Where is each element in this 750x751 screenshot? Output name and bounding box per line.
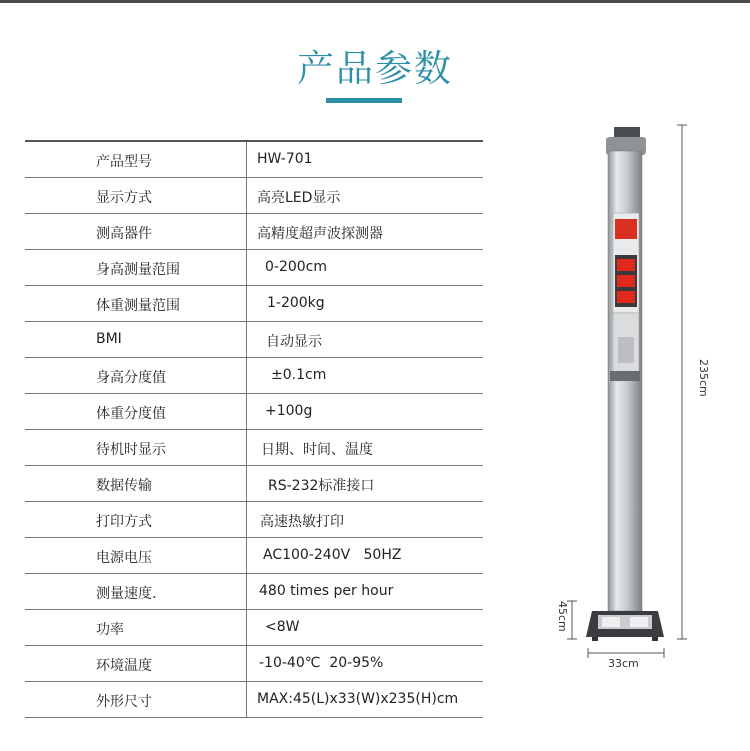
title-underline	[326, 98, 402, 103]
table-row	[25, 610, 483, 646]
table-row	[25, 286, 483, 322]
spec-value: 高速热敏打印	[260, 514, 344, 530]
spec-label: 体重测量范围	[96, 298, 180, 314]
table-row	[25, 430, 483, 466]
top-border	[0, 0, 750, 3]
spec-label: 打印方式	[96, 514, 152, 530]
height-dimension-label: 235cm	[697, 359, 710, 397]
table-row	[25, 682, 483, 718]
table-row	[25, 646, 483, 682]
table-row	[25, 538, 483, 574]
depth-dimension-label: 45cm	[556, 601, 569, 632]
spec-label: 环境温度	[96, 658, 152, 674]
height-scale-illustration	[540, 115, 750, 675]
spec-value: <8W	[265, 619, 300, 635]
spec-value: 自动显示	[266, 334, 322, 350]
device-drawing	[540, 115, 750, 675]
spec-label: 数据传输	[96, 478, 152, 494]
spec-value: 0-200cm	[265, 259, 328, 275]
width-dimension-label: 33cm	[608, 657, 639, 670]
spec-label: 显示方式	[96, 190, 152, 206]
table-row	[25, 358, 483, 394]
spec-label: 待机时显示	[96, 442, 166, 458]
table-row	[25, 214, 483, 250]
table-row	[25, 322, 483, 358]
spec-value: 高精度超声波探测器	[257, 226, 383, 242]
table-row	[25, 250, 483, 286]
spec-value: 日期、时间、温度	[261, 442, 373, 458]
spec-label: BMI	[96, 331, 122, 347]
spec-value: -10-40℃ 20-95%	[259, 655, 384, 671]
spec-value: +100g	[265, 403, 313, 419]
table-row	[25, 466, 483, 502]
spec-label: 测高器件	[96, 226, 152, 242]
spec-value: MAX:45(L)x33(W)x235(H)cm	[257, 691, 459, 707]
spec-value: HW-701	[257, 151, 313, 167]
spec-label: 电源电压	[96, 550, 152, 566]
spec-value: 1-200kg	[267, 295, 325, 311]
spec-label: 身高分度值	[96, 370, 166, 386]
spec-value: ±0.1cm	[271, 367, 327, 383]
spec-value: RS-232标准接口	[268, 478, 375, 494]
spec-label: 产品型号	[96, 154, 152, 170]
table-row	[25, 178, 483, 214]
page-title: 产品参数	[297, 47, 453, 90]
spec-label: 功率	[96, 622, 124, 638]
table-row	[25, 574, 483, 610]
spec-value: 480 times per hour	[259, 583, 394, 599]
table-row	[25, 502, 483, 538]
table-row	[25, 394, 483, 430]
spec-value: 高亮LED显示	[257, 190, 341, 206]
table-row	[25, 142, 483, 178]
spec-label: 测量速度.	[96, 586, 157, 602]
spec-label: 外形尺寸	[96, 694, 152, 710]
spec-value: AC100-240V 50HZ	[263, 547, 402, 563]
spec-label: 身高测量范围	[96, 262, 180, 278]
spec-label: 体重分度值	[96, 406, 166, 422]
